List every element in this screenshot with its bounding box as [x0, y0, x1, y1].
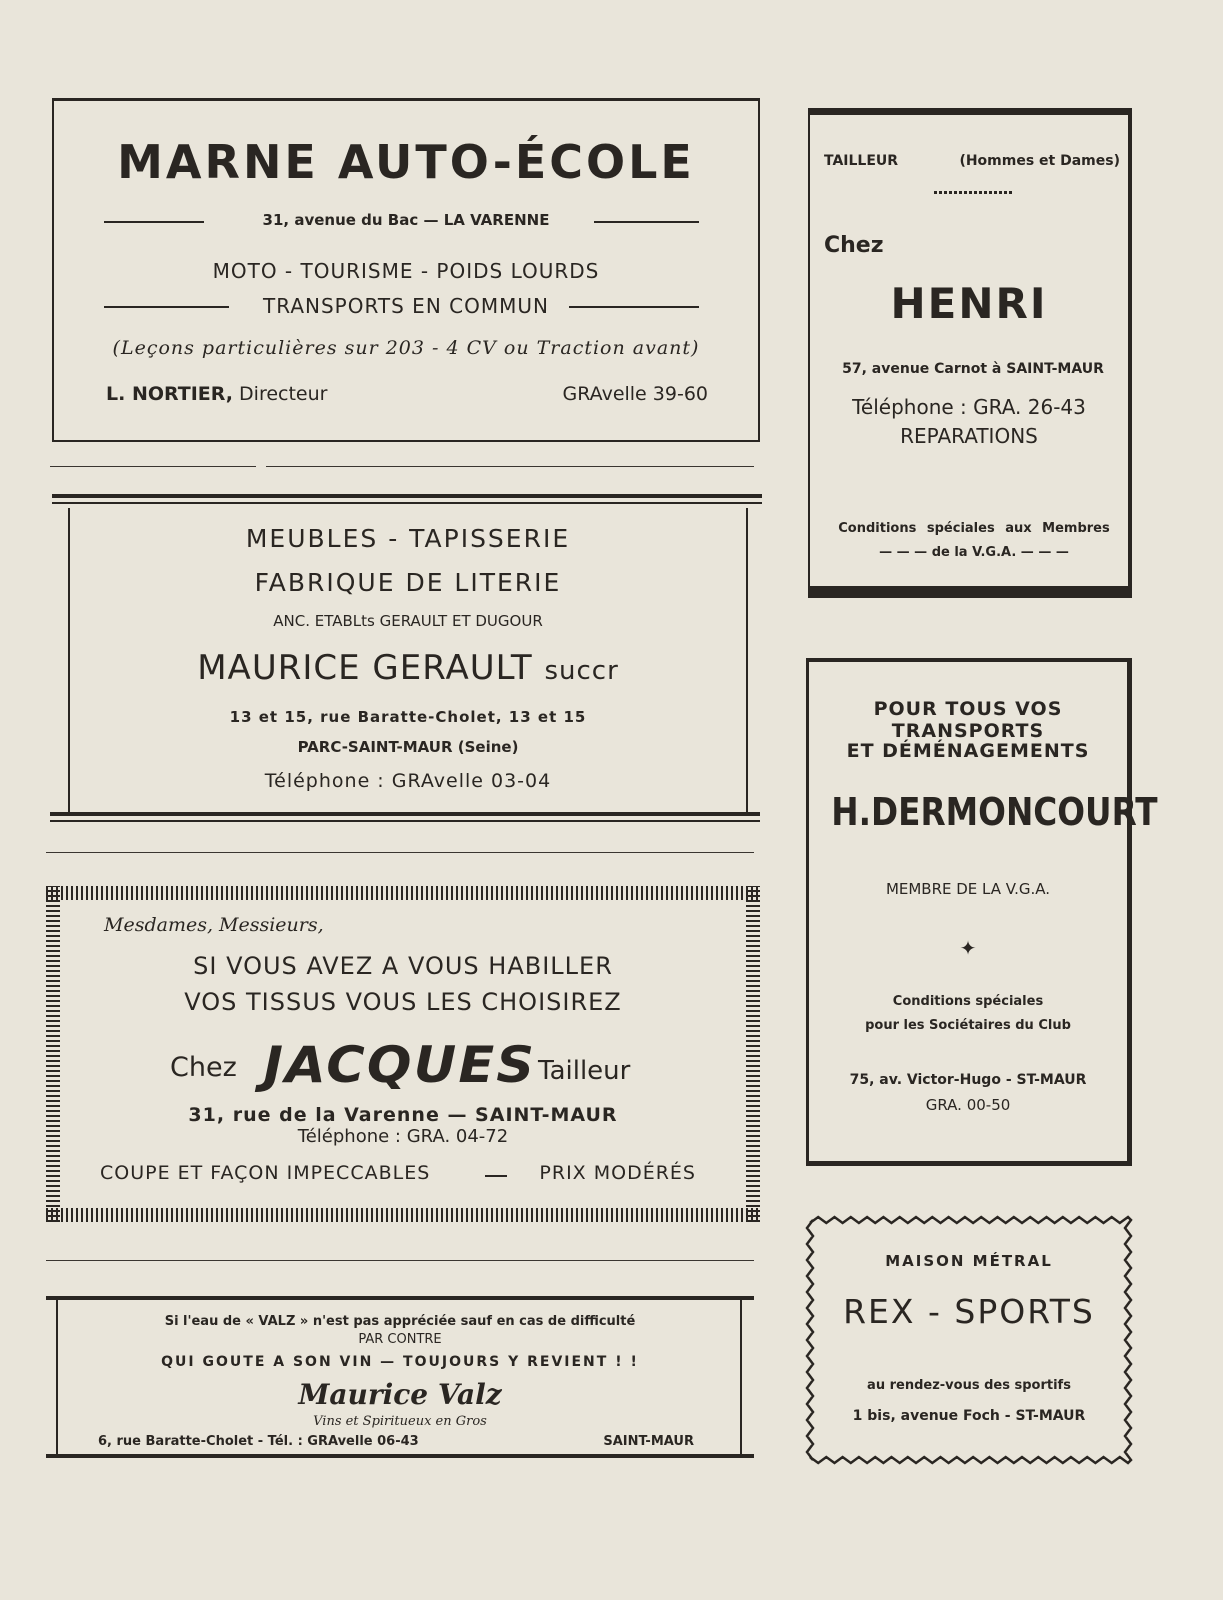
divider — [46, 1260, 754, 1261]
ad-phone: GRAvelle 39-60 — [562, 383, 708, 405]
hatched-border — [46, 1208, 760, 1222]
ad-meubles-tapisserie — [68, 508, 748, 812]
ad-jacques-tailleur — [60, 900, 746, 1208]
ad-name: Maurice Valz — [298, 1378, 502, 1411]
ad-slogan-left: COUPE ET FAÇON IMPECCABLES — [100, 1162, 431, 1184]
ad-trade: Vins et Spiritueux en Gros — [313, 1414, 487, 1429]
ad-owner — [70, 648, 746, 688]
ad-service: REPARATIONS — [900, 424, 1038, 448]
ad-header-right: (Hommes et Dames) — [959, 153, 1120, 169]
ornament-icon: ✦ — [959, 936, 977, 960]
ad-conditions-1: Conditions spéciales — [892, 994, 1044, 1009]
divider — [266, 466, 754, 467]
ad-tagline: au rendez-vous des sportifs — [867, 1378, 1071, 1393]
ad-maurice-valz — [46, 1296, 754, 1458]
ad-title: MARNE AUTO-ÉCOLE — [117, 135, 695, 189]
ad-name: JACQUES — [263, 1036, 537, 1094]
ad-header-left: TAILLEUR — [824, 153, 899, 169]
ad-address: 31, rue de la Varenne — SAINT-MAUR — [188, 1104, 618, 1126]
ad-name: HENRI — [890, 279, 1048, 328]
ad-conditions: Conditions spéciales aux Membres — [838, 521, 1110, 536]
ad-city: SAINT-MAUR — [603, 1434, 694, 1449]
ad-address: 31, avenue du Bac — LA VARENNE — [262, 211, 550, 229]
ad-chez: Chez — [170, 1052, 237, 1083]
ad-name: H.DERMONCOURT — [831, 790, 1158, 834]
director-role: Directeur — [239, 383, 328, 405]
hatched-border — [746, 886, 760, 1222]
ad-rex-sports — [804, 1214, 1134, 1466]
ad-slogan-right: PRIX MODÉRÉS — [539, 1162, 696, 1184]
hatched-border — [46, 886, 760, 900]
ad-meubles-top-rule — [52, 494, 762, 504]
ad-line-1: MEUBLES - TAPISSERIE — [245, 524, 571, 553]
rule — [569, 306, 699, 308]
ad-line-3: ANC. ETABLts GERAULT ET DUGOUR — [273, 612, 543, 630]
ad-line-2: FABRIQUE DE LITERIE — [254, 568, 562, 597]
ad-lessons: (Leçons particulières sur 203 - 4 CV ou Traction avant) — [112, 337, 700, 359]
squiggle-rule — [934, 191, 1012, 194]
ad-henri-tailleur — [808, 108, 1132, 598]
ad-services: MOTO - TOURISME - POIDS LOURDS — [212, 259, 600, 283]
ad-line-2: ET DÉMÉNAGEMENTS — [846, 740, 1090, 762]
ad-address: 75, av. Victor-Hugo - ST-MAUR — [849, 1072, 1087, 1088]
ad-transports: TRANSPORTS EN COMMUN — [263, 294, 549, 318]
ad-line-2: VOS TISSUS VOUS LES CHOISIREZ — [184, 988, 622, 1016]
director-name: L. NORTIER, — [106, 383, 233, 405]
ad-phone: Téléphone : GRAvelle 03-04 — [264, 770, 552, 792]
ad-address: 6, rue Baratte-Cholet - Tél. : GRAvelle 06-43 — [98, 1434, 419, 1449]
ad-conditions-2: pour les Sociétaires du Club — [865, 1018, 1071, 1033]
ad-phone: Téléphone : GRA. 26-43 — [852, 395, 1086, 419]
ad-line-1: POUR TOUS VOS TRANSPORTS — [873, 698, 1063, 742]
ad-chez: Chez — [824, 233, 884, 258]
ad-address: 13 et 15, rue Baratte-Cholet, 13 et 15 — [229, 708, 587, 726]
ad-city: PARC-SAINT-MAUR (Seine) — [297, 738, 519, 756]
ad-dermoncourt — [806, 658, 1158, 1166]
ad-line-2: PAR CONTRE — [358, 1332, 442, 1347]
ad-phone: Téléphone : GRA. 04-72 — [297, 1126, 509, 1147]
ad-greeting: Mesdames, Messieurs, — [104, 914, 324, 936]
ad-line-1: SI VOUS AVEZ A VOUS HABILLER — [193, 952, 613, 980]
owner-suffix: succr — [544, 656, 619, 686]
ad-line-3: QUI GOUTE A SON VIN — TOUJOURS Y REVIENT ! ! — [161, 1354, 639, 1370]
ad-trade: Tailleur — [538, 1056, 631, 1086]
ad-name: REX - SPORTS — [843, 1292, 1095, 1331]
ad-phone: GRA. 00-50 — [925, 1096, 1011, 1114]
ad-director — [106, 383, 327, 405]
ad-address: 57, avenue Carnot à SAINT-MAUR — [842, 361, 1104, 377]
ad-marne-auto-ecole — [52, 98, 760, 442]
dash — [485, 1175, 507, 1177]
ad-line-1: Si l'eau de « VALZ » n'est pas appréciée sauf en cas de difficulté — [164, 1314, 636, 1329]
ad-conditions-2: — — — de la V.G.A. — — — — [879, 545, 1069, 560]
divider — [50, 466, 256, 467]
divider — [46, 852, 754, 853]
hatched-border — [46, 886, 60, 1222]
rule — [594, 221, 699, 223]
owner-name: MAURICE GERAULT — [197, 648, 533, 688]
ad-house: MAISON MÉTRAL — [885, 1252, 1053, 1270]
ad-address: 1 bis, avenue Foch - ST-MAUR — [852, 1408, 1086, 1424]
ad-member: MEMBRE DE LA V.G.A. — [885, 880, 1051, 898]
ad-meubles-bottom-rule — [50, 812, 760, 822]
